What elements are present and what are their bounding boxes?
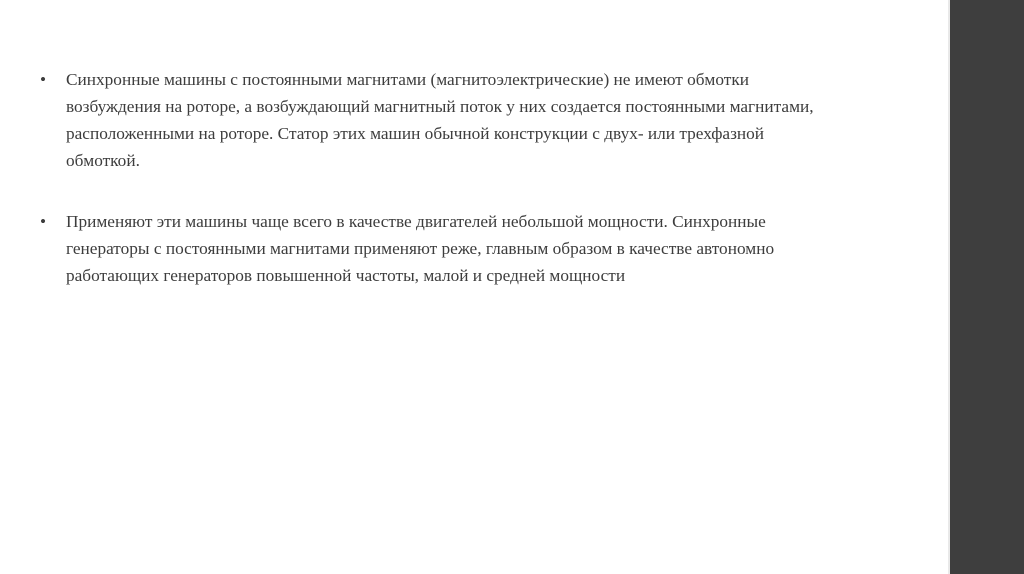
bullet-icon: • — [40, 70, 47, 89]
bullet-text-1: Синхронные машины с постоянными магнитами (магнитоэлектрические) не имеют обмотки возбуждения на роторе, а возбуждающий магнитный поток у них создается постоянными магнитами, расположенными на роторе. Статор этих машин обычной конструкции с двух- или трехфазной обмоткой. — [66, 70, 814, 170]
slide-content — [40, 66, 840, 289]
bullet-icon: • — [40, 212, 47, 231]
bullet-text-2: Применяют эти машины чаще всего в качестве двигателей небольшой мощности. Синхронные генераторы с постоянными магнитами применяют реже, главным образом в качестве автономно работающих генераторов повышенной частоты, малой и средней мощности — [66, 212, 775, 285]
bullet-item-2 — [40, 208, 840, 289]
bullet-list — [40, 66, 840, 289]
bullet-item-1 — [40, 66, 840, 174]
right-side-panel — [950, 0, 1024, 574]
